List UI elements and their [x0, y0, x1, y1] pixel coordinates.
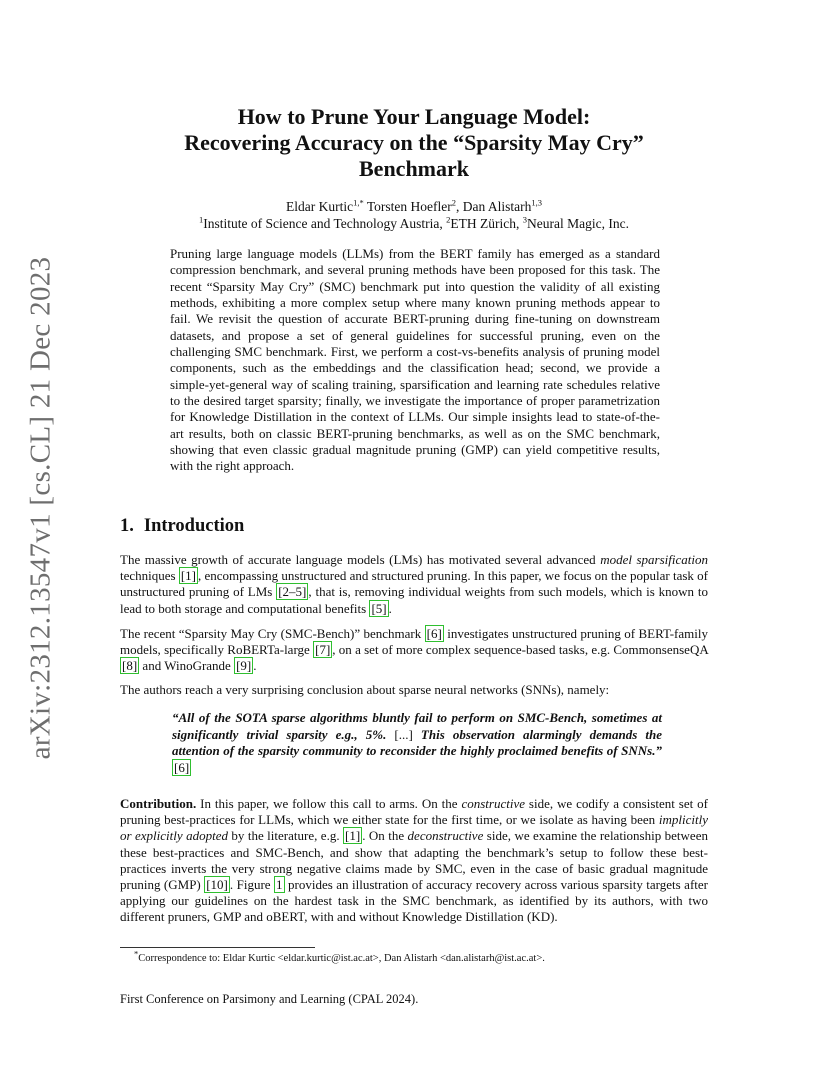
- affiliation: ETH Zürich,: [450, 216, 523, 231]
- arxiv-identifier: arXiv:2312.13547v1 [cs.CL] 21 Dec 2023: [24, 256, 57, 760]
- title-line-2: Recovering Accuracy on the “Sparsity May Cry”: [184, 130, 644, 155]
- paper-title: [120, 104, 708, 182]
- footnote-divider: [120, 947, 315, 948]
- quote-ellipsis: [...]: [394, 726, 413, 742]
- text: In this paper, we follow this call to arms. On the: [196, 796, 462, 811]
- text: The recent “Sparsity May Cry (SMC-Bench)” benchmark: [120, 626, 425, 641]
- text: side, we codify a consistent set of pruning best-practices for LLMs, which we either state for the first time, or we isolate as having been: [120, 796, 708, 828]
- affiliation-sup: 1: [199, 214, 204, 225]
- text: techniques: [120, 568, 179, 584]
- text: , on a set of more complex sequence-based tasks, e.g. CommonsenseQA: [332, 642, 708, 658]
- affiliation-list: [120, 215, 708, 232]
- text: . Figure: [229, 877, 275, 893]
- text: and WinoGrande: [139, 658, 235, 674]
- footnote: [134, 948, 714, 965]
- conference-footer: First Conference on Parsimony and Learning (CPAL 2024).: [120, 992, 419, 1006]
- text-emphasis: implicitly or explicitly adopted: [120, 812, 708, 844]
- contribution-paragraph: [120, 796, 708, 926]
- affiliation-sup: 3: [522, 214, 527, 225]
- affiliation: Neural Magic, Inc.: [527, 216, 629, 231]
- footnote-text: Correspondence to: Eldar Kurtic <eldar.kurtic@ist.ac.at>, Dan Alistarh <dan.alistarh@ist.ac.at>.: [138, 953, 545, 964]
- author-list: Eldar Kurtic$^{1,*}$ Torsten Hoefler$^2$, Dan Alistarh$^{1,3}$: [285, 197, 543, 214]
- text: investigates unstructured pruning of BERT-family models, specifically RoBERTa-large: [120, 626, 708, 658]
- text-emphasis: deconstructive: [407, 828, 484, 844]
- author-name: Eldar Kurtic: [285, 199, 354, 214]
- abstract: Pruning large language models (LLMs) from the BERT family has emerged as a standard compression benchmark, and several pruning methods have been proposed for this task. The recent “Sparsity May Cry” (SMC) benchmark put into question the validity of all existing methods, exhibiting a more complex setup where many known pruning methods appear to fail. We revisit the question of accurate BERT-pruning during fine-tuning on downstream datasets, and propose a set of general guidelines for successful pruning, even on the challenging SMC benchmark. First, we perform a cost-vs-benefits analysis of pruning model components, such as the embeddings and the classification head; second, we provide a simple-yet-general way of scaling training, sparsification and learning rate schedules relative to the desired target sparsity; finally, we investigate the importance of proper parametrization for Knowledge Distillation in the context of LLMs. Our simple insights lead to state-of-the-art results, both on classic BERT-pruning benchmarks, as well as on the SMC benchmark, showing that even classic gradual magnitude pruning (GMP) can yield competitive results, with the right approach.: [170, 246, 660, 474]
- arxiv-sidebar-stamp: [24, 256, 58, 760]
- intro-paragraph-3: The authors reach a very surprising conclusion about sparse neural networks (SNNs), namely:: [120, 682, 610, 697]
- affiliation: Institute of Science and Technology Austria,: [203, 216, 447, 231]
- text: The massive growth of accurate language models (LMs) has motivated several advanced: [120, 552, 601, 567]
- citation-link[interactable]: [8]: [122, 658, 138, 674]
- citation-link[interactable]: [9]: [236, 658, 252, 674]
- citation-link[interactable]: [7]: [315, 642, 331, 658]
- author-name: Dan Alistarh: [462, 199, 532, 214]
- title-line-3: Benchmark: [359, 156, 469, 181]
- title-line-1: How to Prune Your Language Model:: [237, 104, 591, 129]
- section-title: Introduction: [143, 516, 245, 536]
- citation-link[interactable]: [2–5]: [278, 584, 307, 600]
- text: , encompassing unstructured and structured pruning. In this paper, we focus on the popular task of unstructured pruning of LMs: [120, 568, 708, 600]
- author-sup: 1,*: [353, 197, 364, 208]
- section-heading: [120, 516, 244, 537]
- author-block: [120, 198, 708, 232]
- text: .: [388, 600, 392, 616]
- citation-link[interactable]: [1]: [345, 828, 361, 844]
- text: , that is, removing individual weights from such models, which is known to lead to both storage and computational benefits: [120, 584, 708, 616]
- paragraph-label: Contribution.: [120, 796, 197, 811]
- affiliation-sup: 2: [446, 214, 451, 225]
- intro-paragraph-2: [120, 626, 708, 675]
- citation-link[interactable]: [6]: [426, 626, 442, 641]
- author-sup: 2: [451, 197, 457, 208]
- footnote-mark: *: [134, 948, 139, 959]
- citation-link[interactable]: [10]: [206, 877, 228, 893]
- text: provides an illustration of accuracy recovery across various sparsity targets after applying our guidelines on the hardest task in the SMC benchmark, as identified by its authors, with two different pruners, GMP and oBERT, with and without Knowledge Distillation (KD).: [120, 877, 708, 925]
- block-quote: [172, 710, 662, 776]
- text: . On the: [362, 828, 408, 844]
- text: side, we examine the relationship between these best-practices and SMC-Bench, and show that adapting the benchmark’s setup to follow these best-practices inverts the very strong negative claims made by SMC, even in the case of basic gradual magnitude pruning (GMP): [120, 828, 708, 893]
- text-emphasis: model sparsification: [600, 552, 708, 567]
- quote-text: This observation alarmingly demands the attention of the sparsity community to reconsider the highly proclaimed benefits of SNNs.”: [172, 726, 663, 758]
- quote-text: “All of the SOTA sparse algorithms bluntly fail to perform on SMC-Bench, sometimes at significantly trivial sparsity e.g., 5%.: [172, 710, 662, 742]
- citation-link[interactable]: [6]: [174, 759, 190, 775]
- text: by the literature, e.g.: [227, 828, 344, 844]
- text: .: [253, 658, 257, 674]
- intro-paragraph-1: [120, 552, 708, 617]
- figure-link[interactable]: 1: [276, 877, 283, 893]
- author-name: Torsten Hoefler: [366, 199, 452, 214]
- author-sup: 1,3: [531, 197, 543, 208]
- citation-link[interactable]: [1]: [180, 568, 197, 584]
- citation-link[interactable]: [5]: [371, 600, 387, 616]
- section-number: 1.: [120, 516, 134, 536]
- text-emphasis: constructive: [461, 796, 525, 811]
